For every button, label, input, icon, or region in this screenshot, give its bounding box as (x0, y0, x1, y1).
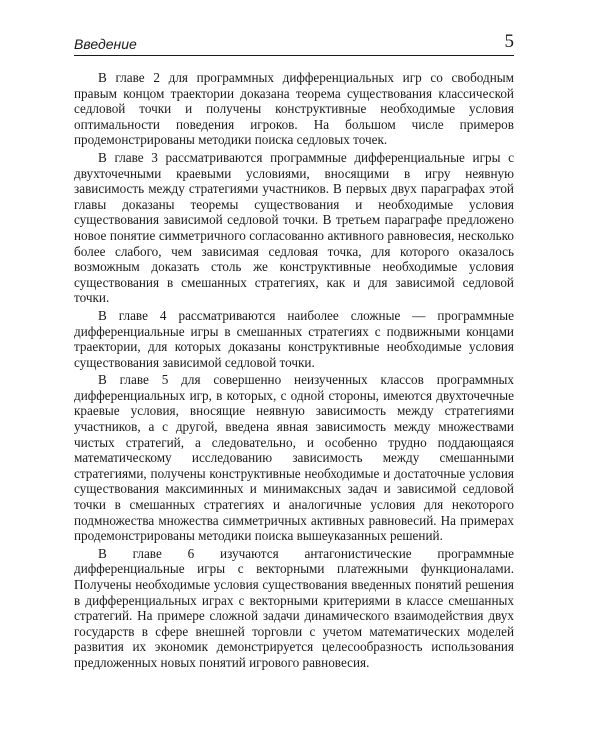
paragraph-chapter-2: В главе 2 для программных дифференциальных игр со свободным правым концом траектории доказана теорема существования классической седловой точки и получены конструктивные необходимые условия оптимальности поведения игроков. На большом числе примеров продемонстрированы методики поиска седловых точек. (74, 70, 514, 148)
header-rule (74, 55, 514, 56)
paragraph-chapter-6: В главе 6 изучаются антагонистические программные дифференциальные игры с векторными платежными функционалами. Получены необходимые условия существования введенных понятий решения в дифференциальных играх с векторными критериями в классе смешанных стратегий. На примере сложной задачи динамического взаимодействия двух государств в сфере внешней торговли с учетом математических моделей развития их экономик демонстрируется целесообразность использования предложенных новых понятий игрового равновесия. (74, 545, 514, 670)
paragraph-chapter-4: В главе 4 рассматриваются наиболее сложные — программные дифференциальные игры в смешанных стратегиях с подвижными концами траектории, для которых доказаны конструктивные необходимые условия существования зависимой седловой точки. (74, 307, 514, 370)
page-number: 5 (504, 31, 514, 52)
body-text (74, 70, 514, 673)
paragraph-chapter-3: В главе 3 рассматриваются программные дифференциальные игры с двухточечными краевыми условиями, вносящими в игру неявную зависимость между стратегиями участников. В первых двух параграфах этой главы доказаны теоремы существования и необходимые условия существования зависимой седловой точки. В третьем параграфе предложено новое понятие симметричного согласованно активного равновесия, несколько более слабого, чем зависимая седловая точка, для которого оказалось возможным доказать столь же конструктивные необходимые условия существования в смешанных стратегиях, как и для зависимой седловой точки. (74, 149, 514, 306)
section-title: Введение (74, 36, 137, 52)
paragraph-chapter-5: В главе 5 для совершенно неизученных классов программных дифференциальных игр, в которых, с одной стороны, имеются двухточечные краевые условия, вносящие неявную зависимость между стратегиями участников, а с другой, введена явная зависимость между множествами чистых стратегий, а следовательно, и особенно трудно поддающаяся математическому исследованию зависимость между смешанными стратегиями, получены конструктивные необходимые и достаточные условия существования максиминных и минимаксных задач и зависимой седловой точки в смешанных стратегиях и аналогичные условия для некоторого подмножества множества симметричных активных равновесий. На примерах продемонстрированы методики поиска вышеуказанных решений. (74, 372, 514, 544)
